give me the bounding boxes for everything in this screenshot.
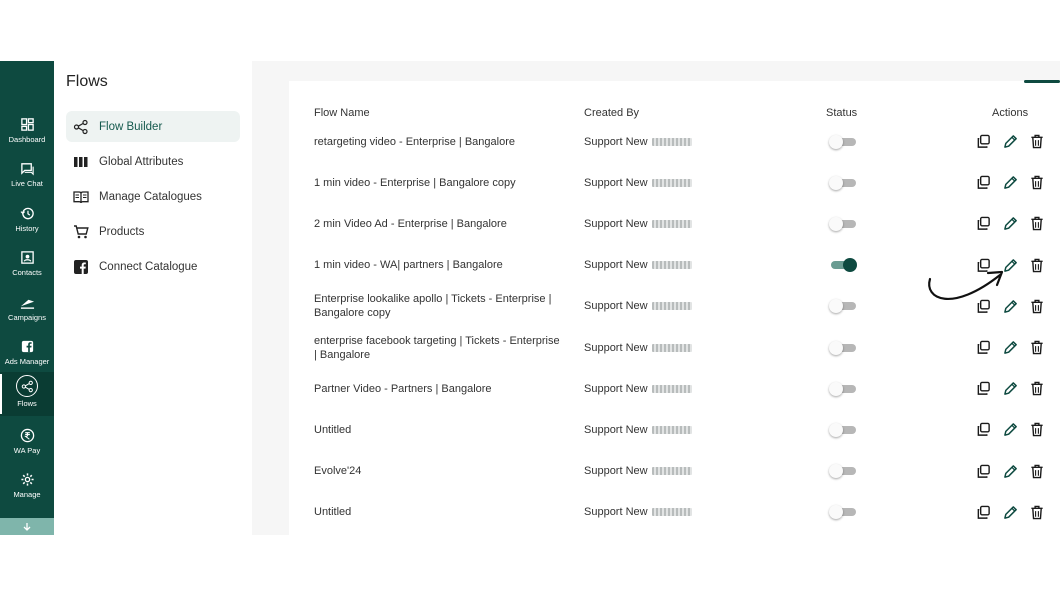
created-by-cell: [584, 342, 692, 354]
row-actions: [975, 381, 1045, 397]
edit-icon[interactable]: [1002, 257, 1018, 273]
nav-item-label: Campaigns: [8, 313, 46, 322]
table-row[interactable]: [289, 286, 1060, 327]
nav-item-label: Live Chat: [11, 179, 43, 188]
facebook-icon: [20, 339, 35, 354]
created-by-text: Support New: [584, 259, 648, 272]
table-row[interactable]: [289, 245, 1060, 286]
copy-icon[interactable]: [975, 381, 991, 397]
copy-icon[interactable]: [975, 340, 991, 356]
delete-icon[interactable]: [1029, 175, 1045, 191]
submenu-item-label: Connect Catalogue: [99, 260, 198, 273]
edit-icon[interactable]: [1002, 422, 1018, 438]
create-flow-button[interactable]: [1024, 80, 1060, 83]
nav-item-wa-pay[interactable]: [0, 422, 54, 466]
row-actions: [975, 257, 1045, 273]
submenu-item-manage-catalogues[interactable]: [66, 181, 240, 212]
delete-icon[interactable]: [1029, 463, 1045, 479]
header-status: Status: [826, 107, 858, 119]
copy-icon[interactable]: [975, 504, 991, 520]
table-row[interactable]: [289, 162, 1060, 203]
flow-name-cell[interactable]: 1 min video - Enterprise | Bangalore copy: [314, 176, 516, 189]
copy-icon[interactable]: [975, 463, 991, 479]
created-by-cell: [584, 424, 692, 436]
nav-item-label: Dashboard: [8, 135, 46, 144]
submenu-item-products[interactable]: [66, 216, 240, 247]
table-row[interactable]: [289, 409, 1060, 450]
active-nav-bar: [0, 374, 2, 414]
copy-icon[interactable]: [975, 298, 991, 314]
nav-item-history[interactable]: [0, 200, 54, 244]
nav-item-label: Contacts: [12, 268, 42, 277]
delete-icon[interactable]: [1029, 340, 1045, 356]
dashboard-icon: [20, 117, 35, 132]
created-by-text: Support New: [584, 465, 648, 478]
chat-icon: [20, 161, 35, 176]
status-toggle[interactable]: [829, 423, 857, 437]
redacted-name: [652, 426, 692, 434]
table-row[interactable]: [289, 368, 1060, 409]
flow-name-cell[interactable]: Enterprise lookalike apollo | Tickets - Enterprise | Bangalore copy: [314, 293, 552, 320]
delete-icon[interactable]: [1029, 216, 1045, 232]
flow-name-cell[interactable]: 1 min video - WA| partners | Bangalore: [314, 259, 503, 272]
redacted-name: [652, 179, 692, 187]
status-toggle[interactable]: [829, 135, 857, 149]
edit-icon[interactable]: [1002, 504, 1018, 520]
toggle-knob: [829, 382, 843, 396]
created-by-text: Support New: [584, 217, 648, 230]
redacted-name: [652, 508, 692, 516]
flow-name-cell[interactable]: enterprise facebook targeting | Tickets - Enterprise | Bangalore: [314, 334, 560, 361]
edit-icon[interactable]: [1002, 216, 1018, 232]
delete-icon[interactable]: [1029, 381, 1045, 397]
edit-icon[interactable]: [1002, 381, 1018, 397]
nav-item-ads-manager[interactable]: [0, 333, 54, 377]
scroll-down-button[interactable]: [0, 518, 54, 535]
header-flow-name: Flow Name: [314, 107, 370, 119]
header-actions: Actions: [992, 107, 1029, 119]
flows-icon: [21, 380, 34, 393]
arrow-down-icon: [22, 522, 32, 532]
status-toggle[interactable]: [829, 341, 857, 355]
toggle-knob: [829, 176, 843, 190]
copy-icon[interactable]: [975, 216, 991, 232]
submenu-item-connect-catalogue[interactable]: [66, 251, 240, 282]
status-toggle[interactable]: [829, 464, 857, 478]
facebook-icon: [72, 258, 90, 276]
row-actions: [975, 463, 1045, 479]
created-by-text: Support New: [584, 176, 648, 189]
nav-item-live-chat[interactable]: [0, 155, 54, 199]
flow-name-cell[interactable]: retargeting video - Enterprise | Bangalore: [314, 135, 515, 148]
copy-icon[interactable]: [975, 257, 991, 273]
gear-icon: [20, 472, 35, 487]
created-by-text: Support New: [584, 423, 648, 436]
flows-submenu: [54, 61, 252, 535]
nav-item-dashboard[interactable]: [0, 111, 54, 155]
columns-icon: [72, 153, 90, 171]
toggle-knob: [829, 464, 843, 478]
nav-item-label: Flows: [17, 399, 37, 408]
row-actions: [975, 216, 1045, 232]
created-by-text: Support New: [584, 506, 648, 519]
delete-icon[interactable]: [1029, 504, 1045, 520]
nav-item-flows[interactable]: [0, 372, 54, 416]
status-toggle[interactable]: [829, 217, 857, 231]
flow-name-cell[interactable]: 2 min Video Ad - Enterprise | Bangalore: [314, 217, 507, 230]
nav-item-label: WA Pay: [13, 446, 41, 455]
submenu-item-label: Global Attributes: [99, 155, 184, 168]
toggle-knob: [829, 423, 843, 437]
status-toggle[interactable]: [829, 258, 857, 272]
toggle-knob: [829, 505, 843, 519]
flow-name-cell[interactable]: Untitled: [314, 506, 352, 519]
toggle-knob: [843, 258, 857, 272]
row-actions: [975, 298, 1045, 314]
history-icon: [20, 206, 35, 221]
nav-item-campaigns[interactable]: [0, 289, 54, 333]
created-by-cell: [584, 506, 692, 518]
nav-item-manage[interactable]: [0, 466, 54, 510]
created-by-text: Support New: [584, 341, 648, 354]
table-row[interactable]: [289, 203, 1060, 244]
table-row[interactable]: [289, 451, 1060, 492]
status-toggle[interactable]: [829, 299, 857, 313]
row-actions: [975, 175, 1045, 191]
edit-icon[interactable]: [1002, 340, 1018, 356]
copy-icon[interactable]: [975, 422, 991, 438]
submenu-item-flow-builder[interactable]: [66, 111, 240, 142]
created-by-cell: [584, 259, 692, 271]
row-actions: [975, 340, 1045, 356]
flow-name-cell[interactable]: Partner Video - Partners | Bangalore: [314, 382, 492, 395]
submenu-item-label: Products: [99, 225, 145, 238]
redacted-name: [652, 385, 692, 393]
nav-rail: [0, 61, 54, 535]
nav-item-label: History: [15, 224, 39, 233]
edit-icon[interactable]: [1002, 463, 1018, 479]
submenu-item-global-attributes[interactable]: [66, 146, 240, 177]
copy-icon[interactable]: [975, 134, 991, 150]
redacted-name: [652, 261, 692, 269]
row-actions: [975, 504, 1045, 520]
nav-item-label: Manage: [13, 490, 41, 499]
contacts-icon: [20, 250, 35, 265]
redacted-name: [652, 220, 692, 228]
nav-item-contacts[interactable]: [0, 244, 54, 288]
delete-icon[interactable]: [1029, 257, 1045, 273]
rupee-icon: [20, 428, 35, 443]
delete-icon[interactable]: [1029, 134, 1045, 150]
main-content: [252, 61, 1060, 535]
copy-icon[interactable]: [975, 175, 991, 191]
submenu-item-label: Flow Builder: [99, 120, 163, 133]
submenu-title: Flows: [66, 73, 108, 90]
created-by-cell: [584, 383, 692, 395]
cart-icon: [72, 223, 90, 241]
created-by-cell: [584, 177, 692, 189]
table-row[interactable]: [289, 121, 1060, 162]
nav-item-label: Ads Manager: [4, 357, 50, 366]
status-toggle[interactable]: [829, 382, 857, 396]
app-window: [0, 61, 1060, 535]
redacted-name: [652, 302, 692, 310]
flows-table: [289, 81, 1060, 535]
flow-builder-icon: [72, 118, 90, 136]
row-actions: [975, 422, 1045, 438]
delete-icon[interactable]: [1029, 422, 1045, 438]
created-by-cell: [584, 136, 692, 148]
created-by-cell: [584, 218, 692, 230]
send-icon: [20, 295, 35, 310]
edit-icon[interactable]: [1002, 134, 1018, 150]
redacted-name: [652, 138, 692, 146]
header-created-by: Created By: [584, 107, 640, 119]
edit-icon[interactable]: [1002, 298, 1018, 314]
created-by-cell: [584, 300, 692, 312]
delete-icon[interactable]: [1029, 298, 1045, 314]
active-indicator: [16, 375, 38, 397]
redacted-name: [652, 344, 692, 352]
submenu-item-label: Manage Catalogues: [99, 190, 202, 203]
edit-icon[interactable]: [1002, 175, 1018, 191]
redacted-name: [652, 467, 692, 475]
toggle-knob: [829, 135, 843, 149]
created-by-cell: [584, 465, 692, 477]
table-row[interactable]: [289, 327, 1060, 368]
toggle-knob: [829, 299, 843, 313]
toggle-knob: [829, 341, 843, 355]
table-row[interactable]: [289, 492, 1060, 533]
created-by-text: Support New: [584, 300, 648, 313]
flow-name-cell[interactable]: Evolve'24: [314, 465, 362, 478]
status-toggle[interactable]: [829, 176, 857, 190]
row-actions: [975, 134, 1045, 150]
created-by-text: Support New: [584, 135, 648, 148]
created-by-text: Support New: [584, 382, 648, 395]
flow-name-cell[interactable]: Untitled: [314, 423, 352, 436]
status-toggle[interactable]: [829, 505, 857, 519]
toggle-knob: [829, 217, 843, 231]
book-icon: [72, 188, 90, 206]
